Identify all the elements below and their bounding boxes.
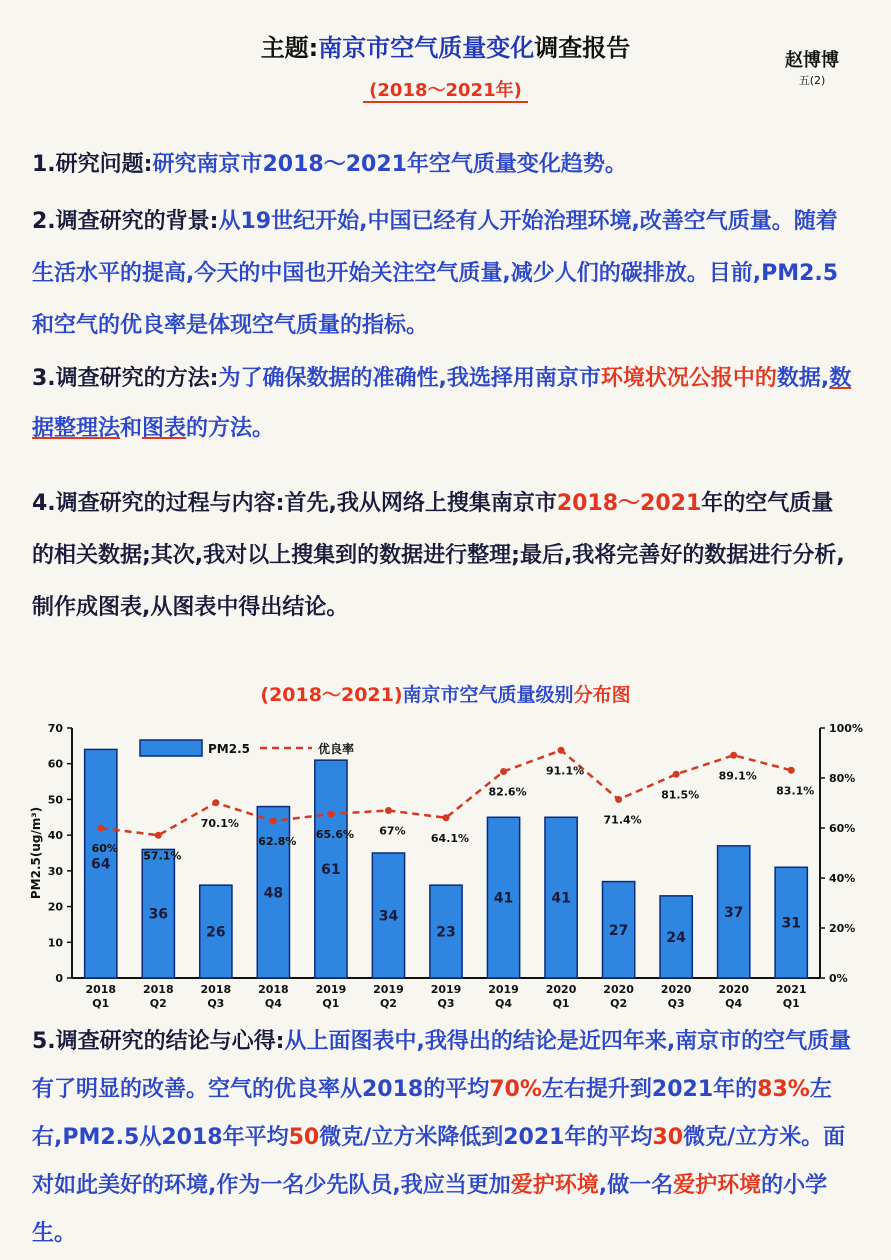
- method-charts: 图表: [142, 416, 187, 441]
- x-tick-year: 2019: [488, 983, 519, 996]
- good-rate-point: [97, 825, 104, 832]
- good-rate-point: [327, 811, 334, 818]
- good-rate-label: 64.1%: [430, 831, 470, 845]
- good-rate-label: 57.1%: [143, 849, 182, 863]
- good-rate-point: [270, 818, 277, 825]
- pm25-bar-label: 23: [436, 924, 456, 941]
- pm25-bar-label: 26: [206, 924, 226, 941]
- good-rate-point: [212, 799, 219, 806]
- good-rate-point: [615, 796, 622, 803]
- section-5: 5.调查研究的结论与心得:从上面图表中,我得出的结论是近四年来,南京市的空气质量有了明显的改善。空气的优良率从2018的平均70%左右提升到2021年的83%左右,PM2.5从2018年平均50微克/立方米降低到2021年的平均30微克/立方米。面对如此美好的环境,作为一名少先队员,我应当更加爱护环境,做一名爱护环境的小学生。: [32, 1029, 852, 1246]
- y-tick-label: 20: [47, 900, 63, 914]
- legend-pm25-label: PM2.5: [208, 742, 250, 756]
- x-tick-year: 2019: [430, 983, 462, 996]
- pm25-bar-label: 48: [263, 885, 284, 902]
- good-rate-label: 70.1%: [200, 816, 239, 830]
- x-tick-year: 2018: [200, 983, 232, 996]
- y-tick-label: 30: [47, 864, 63, 878]
- y2-tick-label: 80%: [829, 772, 856, 785]
- y2-tick-label: 60%: [829, 822, 856, 835]
- x-tick-quarter: Q2: [379, 997, 397, 1010]
- x-tick-year: 2018: [85, 983, 117, 996]
- x-tick-year: 2020: [660, 983, 692, 996]
- y-axis-title: PM2.5(ug/m³): [29, 806, 43, 900]
- x-tick-quarter: Q2: [610, 997, 628, 1010]
- good-rate-label: 91.1%: [545, 764, 585, 778]
- y-tick-label: 10: [47, 936, 63, 950]
- pm25-bar-label: 31: [781, 915, 801, 932]
- good-rate-label: 65.6%: [315, 828, 355, 841]
- good-rate-label: 60%: [91, 842, 118, 855]
- section-4-years: 2018～2021: [556, 491, 702, 516]
- x-tick-year: 2020: [545, 983, 577, 996]
- pm25-bar-label: 24: [666, 929, 686, 946]
- good-rate-point: [788, 767, 795, 774]
- y2-tick-label: 20%: [829, 922, 856, 935]
- section-2-heading: 2.调查研究的背景:: [32, 209, 219, 234]
- good-rate-point: [500, 768, 507, 775]
- y-tick-label: 50: [47, 793, 63, 807]
- y-tick-label: 60: [47, 757, 63, 771]
- good-rate-point: [730, 752, 737, 759]
- good-rate-label: 82.6%: [488, 785, 527, 799]
- good-rate-point: [385, 807, 392, 814]
- y-tick-label: 40: [47, 829, 63, 843]
- report-title-tail: 调查报告: [534, 34, 631, 62]
- author-signature: [785, 46, 839, 88]
- good-rate-label: 67%: [379, 824, 406, 838]
- pm25-bar-label: 27: [608, 922, 629, 939]
- author-name: 赵博博: [785, 50, 839, 71]
- x-tick-year: 2020: [718, 983, 750, 996]
- pm25-bar-label: 61: [321, 862, 341, 879]
- pm25-bar-label: 37: [723, 904, 744, 921]
- section-3: 3.调查研究的方法:为了确保数据的准确性,我选择用南京市环境状况公报中的数据,数据整理法和图表的方法。: [32, 366, 852, 441]
- x-tick-quarter: Q1: [92, 997, 110, 1010]
- x-tick-quarter: Q2: [149, 997, 167, 1010]
- report-subtitle: (2018～2021年): [0, 76, 891, 102]
- good-rate-point: [558, 747, 565, 754]
- section-2: [32, 196, 852, 352]
- section-1: [32, 140, 852, 190]
- section-3-heading: 3.调查研究的方法:: [32, 366, 219, 391]
- x-tick-quarter: Q3: [437, 997, 455, 1010]
- y2-tick-label: 40%: [829, 872, 856, 885]
- good-rate-label: 89.1%: [718, 769, 757, 783]
- section-1-heading: 1.研究问题:: [32, 152, 153, 177]
- good-rate-point: [155, 832, 162, 839]
- x-tick-quarter: Q1: [552, 997, 570, 1010]
- good-rate-label: 62.8%: [258, 835, 297, 848]
- pm25-bar-label: 41: [493, 890, 514, 907]
- air-quality-chart: [0, 700, 891, 1020]
- report-header: [0, 28, 891, 63]
- pm25-bar-label: 41: [551, 890, 571, 907]
- section-5-heading: 5.调查研究的结论与心得:: [32, 1029, 285, 1054]
- x-tick-quarter: Q3: [667, 997, 685, 1010]
- x-tick-year: 2019: [373, 983, 404, 996]
- method-data-organizing: 数据整理法: [32, 366, 852, 441]
- good-rate-point: [443, 814, 450, 821]
- author-class: 五(2): [798, 74, 826, 87]
- pm25-bar-label: 34: [378, 908, 399, 925]
- title-prefix: 主题:: [260, 34, 319, 62]
- x-tick-year: 2021: [775, 983, 807, 996]
- section-4: 4.调查研究的过程与内容:首先,我从网络上搜集南京市2018～2021年的空气质量的相关数据;其次,我对以上搜集到的数据进行整理;最后,我将完善好的数据进行分析,制作成图表,从图表中得出结论。: [32, 491, 845, 620]
- pm25-bar-label: 36: [148, 906, 169, 923]
- section-1-body: 研究南京市2018～2021年空气质量变化趋势。: [152, 152, 627, 177]
- y2-tick-label: 0%: [829, 972, 848, 985]
- legend-rate-label: 优良率: [318, 742, 355, 756]
- x-tick-quarter: Q4: [264, 997, 282, 1010]
- good-rate-label: 71.4%: [603, 813, 642, 827]
- x-tick-year: 2018: [258, 983, 289, 996]
- section-3-source: 环境状况公报中: [600, 366, 755, 391]
- y-tick-label: 0: [55, 972, 63, 985]
- x-tick-quarter: Q3: [207, 997, 225, 1010]
- x-tick-year: 2018: [142, 983, 174, 996]
- pm25-bar-label: 64: [91, 856, 111, 873]
- report-title: 南京市空气质量变化: [318, 34, 535, 62]
- x-tick-quarter: Q4: [495, 997, 513, 1010]
- x-tick-quarter: Q1: [322, 997, 340, 1010]
- section-4-heading: 4.调查研究的过程与内容:: [32, 491, 285, 516]
- x-tick-quarter: Q4: [725, 997, 743, 1010]
- legend-pm25-swatch: [140, 740, 202, 756]
- good-rate-label: 83.1%: [776, 784, 815, 798]
- x-tick-quarter: Q1: [782, 997, 800, 1010]
- y-tick-label: 70: [47, 722, 63, 735]
- chart-title: (2018～2021)南京市空气质量级别分布图: [260, 684, 631, 706]
- x-tick-year: 2020: [603, 983, 634, 996]
- y2-tick-label: 100%: [829, 722, 863, 735]
- x-tick-year: 2019: [315, 983, 347, 996]
- section-2-body: 从19世纪开始,中国已经有人开始治理环境,改善空气质量。随着生活水平的提高,今天的中国也开始关注空气质量,减少人们的碳排放。目前,PM2.5和空气的优良率是体现空气质量的指标。: [32, 209, 839, 338]
- good-rate-point: [673, 771, 680, 778]
- good-rate-label: 81.5%: [661, 788, 700, 802]
